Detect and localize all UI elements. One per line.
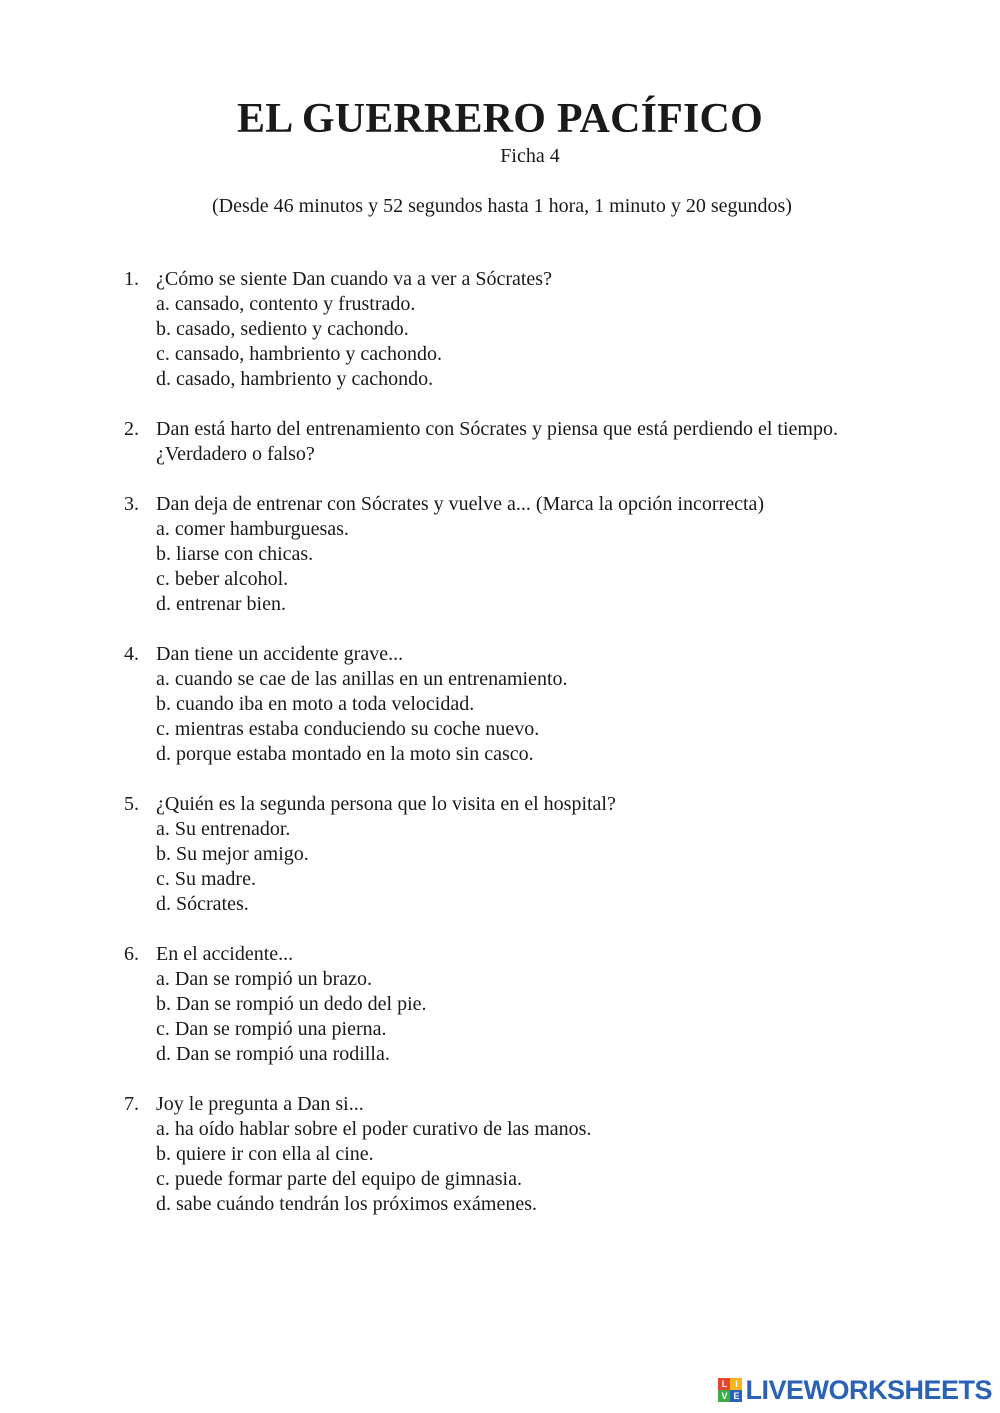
answer-option[interactable]: b. liarse con chicas.: [156, 543, 314, 565]
answer-option[interactable]: b. casado, sediento y cachondo.: [156, 318, 409, 340]
answer-option[interactable]: c. cansado, hambriento y cachondo.: [156, 343, 443, 365]
answer-option[interactable]: c. mientras estaba conduciendo su coche nuevo.: [156, 718, 540, 740]
question-number: 4.: [124, 643, 139, 665]
question-item: [124, 792, 924, 917]
question-item: [124, 267, 924, 392]
question-number: 5.: [124, 793, 139, 815]
question-item: [124, 1092, 924, 1217]
question-item: [124, 642, 924, 767]
time-range-note: (Desde 46 minutos y 52 segundos hasta 1 hora, 1 minuto y 20 segundos): [212, 195, 792, 217]
question-number: 3.: [124, 493, 139, 515]
question-text: En el accidente...: [156, 943, 294, 965]
answer-option[interactable]: d. Sócrates.: [156, 893, 249, 915]
question-text-continuation: ¿Verdadero o falso?: [156, 443, 315, 465]
question-number: 2.: [124, 418, 139, 440]
answer-option[interactable]: a. cuando se cae de las anillas en un entrenamiento.: [156, 668, 568, 690]
question-number: 1.: [124, 268, 139, 290]
logo-text: LIVEWORKSHEETS: [745, 1374, 992, 1405]
liveworksheets-logo-icon: [718, 1378, 742, 1402]
logo-square-icon: E: [730, 1390, 742, 1402]
answer-option[interactable]: b. Su mejor amigo.: [156, 843, 309, 865]
answer-option[interactable]: d. sabe cuándo tendrán los próximos exámenes.: [156, 1193, 538, 1215]
question-item: [124, 942, 924, 1067]
liveworksheets-logo[interactable]: [718, 1375, 992, 1405]
answer-option[interactable]: d. casado, hambriento y cachondo.: [156, 368, 434, 390]
answer-option[interactable]: a. Su entrenador.: [156, 818, 291, 840]
worksheet-number: Ficha 4: [500, 145, 560, 167]
question-text: ¿Quién es la segunda persona que lo visita en el hospital?: [156, 793, 616, 815]
answer-option[interactable]: c. Su madre.: [156, 868, 256, 890]
question-item: [124, 492, 924, 617]
logo-square-icon: I: [730, 1378, 742, 1390]
question-list: [124, 267, 924, 1242]
page-title: EL GUERRERO PACÍFICO: [237, 96, 763, 142]
answer-option[interactable]: c. puede formar parte del equipo de gimnasia.: [156, 1168, 522, 1190]
logo-square-icon: V: [718, 1390, 730, 1402]
answer-option[interactable]: a. Dan se rompió un brazo.: [156, 968, 373, 990]
answer-option[interactable]: d. porque estaba montado en la moto sin casco.: [156, 743, 534, 765]
question-text: Dan está harto del entrenamiento con Sócrates y piensa que está perdiendo el tiempo.: [156, 418, 838, 440]
answer-option[interactable]: a. ha oído hablar sobre el poder curativo de las manos.: [156, 1118, 592, 1140]
question-number: 7.: [124, 1093, 139, 1115]
question-text: Dan deja de entrenar con Sócrates y vuelve a... (Marca la opción incorrecta): [156, 493, 765, 515]
logo-square-icon: L: [718, 1378, 730, 1390]
question-text: Joy le pregunta a Dan si...: [156, 1093, 364, 1115]
answer-option[interactable]: d. Dan se rompió una rodilla.: [156, 1043, 390, 1065]
answer-option[interactable]: b. cuando iba en moto a toda velocidad.: [156, 693, 475, 715]
question-text: ¿Cómo se siente Dan cuando va a ver a Sócrates?: [156, 268, 552, 290]
answer-option[interactable]: b. Dan se rompió un dedo del pie.: [156, 993, 427, 1015]
question-text: Dan tiene un accidente grave...: [156, 643, 404, 665]
answer-option[interactable]: d. entrenar bien.: [156, 593, 286, 615]
question-number: 6.: [124, 943, 139, 965]
question-item: [124, 417, 924, 467]
answer-option[interactable]: a. comer hamburguesas.: [156, 518, 349, 540]
answer-option[interactable]: c. Dan se rompió una pierna.: [156, 1018, 387, 1040]
answer-option[interactable]: b. quiere ir con ella al cine.: [156, 1143, 374, 1165]
answer-option[interactable]: c. beber alcohol.: [156, 568, 289, 590]
answer-option[interactable]: a. cansado, contento y frustrado.: [156, 293, 416, 315]
